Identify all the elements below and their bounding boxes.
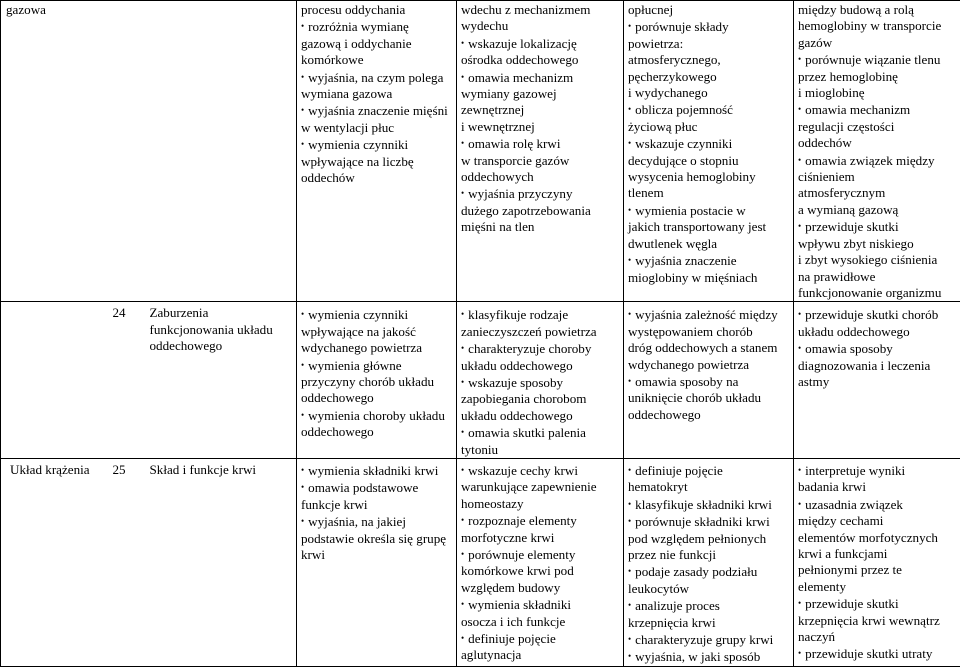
text-line: pełnionymi przez te [798,562,957,578]
list-item [798,340,957,390]
area-cell [1,302,109,459]
list-item [628,135,790,202]
bullet-item-line: • klasyfikuje składniki krwi [628,496,790,513]
number-cell [109,1,146,302]
lesson-number: 25 [113,462,143,478]
list-item [628,631,790,648]
text-line: dróg oddechowych a stanem [628,340,790,356]
text-line: wysycenia hemoglobiny [628,169,790,185]
list-item [628,252,790,286]
text-line: komórkowe [301,52,453,68]
text-line: między budową a rolą [798,2,957,18]
text-line: dużego zapotrzebowania [461,203,620,219]
text-line: procesu oddychania [301,2,453,18]
bullet-item-line: • wymienia składniki krwi [301,462,453,479]
bullet-item-line: • definiuje pojęcie [461,630,620,647]
bullet-item-line: • wymienia składniki [461,596,620,613]
list-item [798,496,957,595]
bullet-item-line: • uzasadnia związek [798,496,957,513]
bullet-item-line: • wymienia czynniki [301,306,453,323]
text-line: układu oddechowego [461,358,620,374]
list-item [461,596,620,630]
list-item [461,462,620,512]
list-item [461,424,620,458]
text-line: krzepnięcia krwi wewnątrz [798,613,957,629]
bullet-item-line: • rozróżnia wymianę [301,18,453,35]
text-line: hemoglobiny w transporcie [798,18,957,34]
text-line: hematokryt [628,479,790,495]
text-line: pod względem pełnionych [628,531,790,547]
list-item [628,18,790,101]
text-line: między cechami [798,513,957,529]
text-line: wymiany gazowej [461,86,620,102]
text-line: i wydychanego [628,85,790,101]
bullet-item-line: • podaje zasady podziału [628,563,790,580]
text-line: wpływające na liczbę [301,154,453,170]
list-item [461,185,620,235]
topic-cell [146,302,297,459]
text-line: życiową płuc [628,119,790,135]
bullet-item-line: • wymienia postacie w [628,202,790,219]
list-item [628,513,790,563]
text-line: uniknięcie chorób układu [628,390,790,406]
text-line: zanieczyszczeń powietrza [461,324,620,340]
bullet-item-line: • omawia mechanizm [461,69,620,86]
text-line: względem budowy [461,580,620,596]
bullet-item-line: • wyjaśnia, na czym polega [301,69,453,86]
list-item [798,101,957,151]
text-line: oddechowego [301,424,453,440]
text-line: na prawidłowe [798,269,957,285]
list-item [628,563,790,597]
requirements-col6 [794,458,960,666]
text-line: opłucnej [628,2,790,18]
text-line: Zaburzenia [150,305,294,321]
bullet-item-line: • omawia związek między [798,152,957,169]
list-item [301,513,453,563]
text-line: mioglobiny w mięśniach [628,270,790,286]
bullet-item-line: • interpretuje wyniki [798,462,957,479]
text-line: układu oddechowego [798,324,957,340]
bullet-item-line: • wyjaśnia, na jakiej [301,513,453,530]
text-line: podstawie określa się grupę [301,531,453,547]
text-line: występowaniem chorób [628,324,790,340]
bullet-item-line: • wskazuje czynniki [628,135,790,152]
list-item [461,135,620,185]
lesson-number: 24 [113,305,143,321]
text-line: elementy [798,579,957,595]
text-line: w transporcie gazów [461,153,620,169]
list-item [628,496,790,513]
text-line: wdychanego powietrza [301,340,453,356]
text-line: diagnozowania i leczenia [798,358,957,374]
list-item [301,306,453,356]
requirements-col3 [297,302,457,459]
text-line: krwi a funkcjami [798,546,957,562]
text-line: i zbyt wysokiego ciśnienia [798,252,957,268]
list-item [301,407,453,441]
list-item [301,357,453,407]
number-cell [109,458,146,666]
text-line: osocza i ich funkcje [461,614,620,630]
text-line: warunkujące zapewnienie [461,479,620,495]
bullet-item-line: • wyjaśnia znaczenie [628,252,790,269]
bullet-item-line: • wskazuje sposoby [461,374,620,391]
text-line: mięśni na tlen [461,219,620,235]
bullet-item-line: • porównuje składy [628,18,790,35]
text-line: gazową i oddychanie [301,36,453,52]
bullet-item-line: • charakteryzuje grupy krwi [628,631,790,648]
bullet-item-line: • analizuje proces [628,597,790,614]
requirements-col3 [297,1,457,302]
text-line: przyczyny chorób układu [301,374,453,390]
bullet-item-line: • wskazuje cechy krwi [461,462,620,479]
requirements-col4 [457,458,624,666]
text-line: ośrodka oddechowego [461,52,620,68]
text-line: decydujące o stopniu [628,153,790,169]
text-line: gazów [798,35,957,51]
text-line: zapobiegania chorobom [461,391,620,407]
list-item [628,306,790,373]
list-item [461,69,620,136]
requirements-col5 [624,1,794,302]
list-item [461,340,620,374]
list-item [461,546,620,596]
text-line: przez nie funkcji [628,547,790,563]
requirements-col3 [297,458,457,666]
list-item [628,648,790,665]
text-line: wpływu zbyt niskiego [798,236,957,252]
area-label: Układ krążenia [10,462,106,478]
text-line: i mioglobinę [798,85,957,101]
text-line: dwutlenek węgla [628,236,790,252]
requirements-col5 [624,302,794,459]
list-item [628,101,790,135]
text-line: wpływające na jakość [301,324,453,340]
list-item [301,479,453,513]
text-line: a wymianą gazową [798,202,957,218]
text-line: morfotyczne krwi [461,530,620,546]
list-item [461,35,620,69]
requirements-col6 [794,302,960,459]
text-line: astmy [798,374,957,390]
text-line: oddechowego [628,407,790,423]
list-item [798,306,957,340]
text-line: atmosferycznym [798,185,957,201]
bullet-item-line: • charakteryzuje choroby [461,340,620,357]
list-item [461,374,620,424]
text-line: tlenem [628,185,790,201]
topic-cell [146,1,297,302]
bullet-item-line: • omawia sposoby na [628,373,790,390]
text-line: oddechowego [301,390,453,406]
requirements-col4 [457,1,624,302]
bullet-item-line: • omawia rolę krwi [461,135,620,152]
text-line: elementów morfotycznych [798,530,957,546]
bullet-item-line: • oblicza pojemność [628,101,790,118]
text-line: zewnętrznej [461,102,620,118]
text-line: funkcje krwi [301,497,453,513]
area-label: gazowa [6,2,106,18]
text-line: homeostazy [461,496,620,512]
bullet-item-line: • wymienia główne [301,357,453,374]
topic-label: Skład i funkcje krwi [150,462,294,478]
text-line: funkcjonowanie organizmu [798,285,957,301]
table-row [1,302,960,459]
area-cell [1,1,109,302]
list-item [301,102,453,136]
text-line: oddechowych [461,169,620,185]
text-line: oddechów [798,135,957,151]
area-cell [1,458,109,666]
text-line: pęcherzykowego [628,69,790,85]
list-item [461,512,620,546]
text-line: komórkowe krwi pod [461,563,620,579]
bullet-item-line: • omawia skutki palenia [461,424,620,441]
text-line: układu oddechowego [461,408,620,424]
requirements-col6 [794,1,960,302]
text-line: powietrza: [628,36,790,52]
bullet-item-line: • przewiduje skutki chorób [798,306,957,323]
list-item [628,597,790,631]
text-line: badania krwi [798,479,957,495]
text-line: i wewnętrznej [461,119,620,135]
text-line: aglutynacja [461,647,620,663]
text-line: oddechowego [150,338,294,354]
bullet-item-line: • rozpoznaje elementy [461,512,620,529]
bullet-item-line: • omawia mechanizm [798,101,957,118]
text-line: przez hemoglobinę [798,69,957,85]
bullet-item-line: • definiuje pojęcie [628,462,790,479]
list-item [301,69,453,103]
bullet-item-line: • porównuje składniki krwi [628,513,790,530]
text-line: tytoniu [461,442,620,458]
list-item [461,306,620,340]
text-line: krzepnięcia krwi [628,615,790,631]
list-item [798,218,957,301]
list-item [301,136,453,186]
text-line: wdechu z mechanizmem [461,2,620,18]
text-line: leukocytów [628,581,790,597]
list-item [461,630,620,664]
bullet-item-line: • porównuje wiązanie tlenu [798,51,957,68]
list-item [301,18,453,68]
bullet-item-line: • przewiduje skutki [798,218,957,235]
text-line: krwi [301,547,453,563]
text-line: jakich transportowany jest [628,219,790,235]
text-line: regulacji częstości [798,119,957,135]
bullet-item-line: • przewiduje skutki [798,595,957,612]
bullet-item-line: • porównuje elementy [461,546,620,563]
text-line: wydechu [461,18,620,34]
text-line: oddechów [301,170,453,186]
bullet-item-line: • wyjaśnia znaczenie mięśni [301,102,453,119]
bullet-item-line: • omawia sposoby [798,340,957,357]
text-line: wymiana gazowa [301,86,453,102]
requirements-col5 [624,458,794,666]
bullet-item-line: • omawia podstawowe [301,479,453,496]
bullet-item-line: • wymienia choroby układu [301,407,453,424]
list-item [301,462,453,479]
list-item [798,645,957,662]
list-item [628,462,790,496]
list-item [798,51,957,101]
topic-cell [146,458,297,666]
requirements-col4 [457,302,624,459]
list-item [798,595,957,645]
text-line: atmosferycznego, [628,52,790,68]
bullet-item-line: • wyjaśnia, w jaki sposób [628,648,790,665]
text-line: wdychanego powietrza [628,357,790,373]
bullet-item-line: • wyjaśnia przyczyny [461,185,620,202]
list-item [798,462,957,496]
table-row [1,1,960,302]
text-line: funkcjonowania układu [150,322,294,338]
table-row [1,458,960,666]
list-item [628,373,790,423]
text-line: w wentylacji płuc [301,120,453,136]
number-cell [109,302,146,459]
list-item [798,152,957,219]
text-line: naczyń [798,629,957,645]
bullet-item-line: • wyjaśnia zależność między [628,306,790,323]
list-item [628,202,790,252]
bullet-item-line: • wskazuje lokalizację [461,35,620,52]
bullet-item-line: • wymienia czynniki [301,136,453,153]
bullet-item-line: • przewiduje skutki utraty [798,645,957,662]
text-line: ciśnieniem [798,169,957,185]
bullet-item-line: • klasyfikuje rodzaje [461,306,620,323]
